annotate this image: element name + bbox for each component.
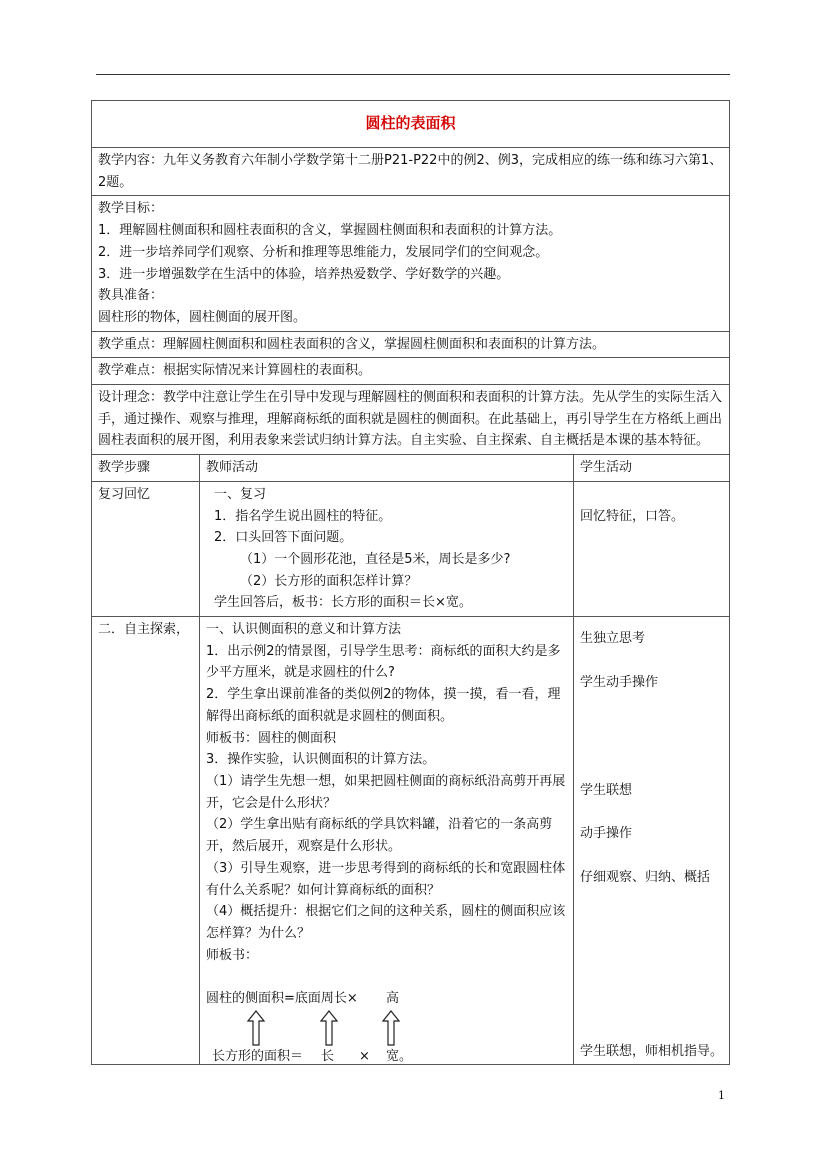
up-arrow-icon bbox=[247, 1010, 265, 1046]
goal-item: 1．理解圆柱侧面积和圆柱表面积的含义，掌握圆柱侧面积和表面积的计算方法。 bbox=[98, 223, 562, 239]
teacher-line: （4）概括提升：根据它们之间的这种关系，圆柱的侧面积应该怎样算？为什么？ bbox=[206, 904, 566, 941]
formula-bottom-width: 宽。 bbox=[386, 1049, 413, 1065]
student-line: 仔细观察、归纳、概括 bbox=[580, 870, 711, 886]
tools-heading: 教具准备： bbox=[98, 288, 164, 304]
teacher-line: 2．学生拿出课前准备的类似例2的物体，摸一摸，看一看，理解得出商标纸的面积就是求圆柱的侧面积。 bbox=[206, 687, 561, 724]
teacher-line: （3）引导生观察，进一步思考得到的商标纸的长和宽跟圆柱体有什么关系呢？如何计算商标纸的面积？ bbox=[206, 860, 566, 898]
column-header-teacher: 教师活动 bbox=[200, 455, 574, 482]
formula-top-left: 圆柱的侧面积=底面周长× bbox=[206, 991, 358, 1007]
goals-heading: 教学目标： bbox=[98, 201, 164, 217]
key-point: 教学重点：理解圆柱侧面积和圆柱表面积的含义，掌握圆柱侧面积和表面积的计算方法。 bbox=[92, 331, 730, 358]
teacher-line: 一、复习 bbox=[214, 486, 267, 502]
student-line: 生独立思考 bbox=[580, 631, 646, 647]
formula-bottom-times: × bbox=[359, 1049, 370, 1065]
teacher-activity-explore bbox=[200, 617, 574, 1065]
teacher-line: 师板书： bbox=[206, 947, 259, 963]
step-review: 复习回忆 bbox=[92, 481, 200, 616]
teacher-line: 一、认识侧面积的意义和计算方法 bbox=[206, 622, 402, 638]
student-line: 学生动手操作 bbox=[580, 675, 659, 691]
teacher-line: （1）请学生先想一想，如果把圆柱侧面的商标纸沿高剪开再展开，它会是什么形状？ bbox=[206, 773, 566, 811]
teacher-line: 3．操作实验，认识侧面积的计算方法。 bbox=[206, 752, 436, 768]
step-explore: 二．自主探索， bbox=[92, 617, 200, 1065]
teacher-line: 1．指名学生说出圆柱的特征。 bbox=[214, 508, 392, 524]
student-line: 动手操作 bbox=[580, 826, 633, 842]
lesson-plan-table bbox=[91, 100, 730, 1065]
teacher-activity-review bbox=[200, 481, 574, 616]
formula-top-height: 高 bbox=[386, 991, 400, 1007]
design-concept: 设计理念：教学中注意让学生在引导中发现与理解圆柱的侧面积和表面积的计算方法。先从学生的实际生活入手，通过操作、观察与推理，理解商标纸的面积就是圆柱的侧面积。在此基础上，再引导学生在方格纸上画出圆柱表面积的展开图，利用表象来尝试归纳计算方法。自主实验、自主探索、自主概括是本课的基本特征。 bbox=[92, 385, 730, 455]
student-activity-explore bbox=[574, 617, 730, 1065]
difficulty: 教学难点：根据实际情况来计算圆柱的表面积。 bbox=[92, 358, 730, 385]
column-header-step: 教学步骤 bbox=[92, 455, 200, 482]
teaching-goals bbox=[92, 196, 730, 331]
teacher-line: （1）一个圆形花池，直径是5米，周长是多少? bbox=[240, 551, 511, 567]
student-activity-review bbox=[574, 481, 730, 616]
teacher-line: 1．出示例2的情景图，引导学生思考：商标纸的面积大约是多少平方厘米，就是求圆柱的什么? bbox=[206, 643, 561, 681]
document-title: 圆柱的表面积 bbox=[92, 101, 730, 148]
teacher-line: 2．口头回答下面问题。 bbox=[214, 530, 353, 546]
student-line: 回忆特征，口答。 bbox=[580, 508, 685, 524]
up-arrow-icon bbox=[320, 1010, 338, 1046]
tools-text: 圆柱形的物体，圆柱侧面的展开图。 bbox=[98, 309, 307, 325]
formula-bottom-left: 长方形的面积＝ bbox=[212, 1049, 304, 1065]
page-number: 1 bbox=[718, 1089, 725, 1102]
goal-item: 2．进一步培养同学们观察、分析和推理等思维能力，发展同学们的空间观念。 bbox=[98, 244, 549, 260]
teacher-line: 学生回答后，板书：长方形的面积＝长×宽。 bbox=[214, 595, 472, 611]
teacher-line: 师板书：圆柱的侧面积 bbox=[206, 730, 337, 746]
teacher-line: （2）学生拿出贴有商标纸的学具饮料罐，沿着它的一条高剪开，然后展开，观察是什么形状。 bbox=[206, 817, 553, 855]
student-line: 学生联想 bbox=[580, 783, 633, 799]
teacher-line: （2）长方形的面积怎样计算？ bbox=[240, 573, 418, 589]
teaching-content: 教学内容：九年义务教育六年制小学数学第十二册P21-P22中的例2、例3，完成相应的练一练和练习六第1、2题。 bbox=[92, 148, 730, 196]
student-line: 学生联想，师相机指导。 bbox=[580, 1043, 724, 1059]
header-rule bbox=[96, 74, 730, 75]
up-arrow-icon bbox=[382, 1010, 400, 1046]
formula-bottom-length: 长 bbox=[321, 1049, 335, 1065]
column-header-student: 学生活动 bbox=[574, 455, 730, 482]
formula-diagram bbox=[206, 988, 567, 1065]
goal-item: 3．进一步增强数学在生活中的体验，培养热爱数学、学好数学的兴趣。 bbox=[98, 266, 510, 282]
